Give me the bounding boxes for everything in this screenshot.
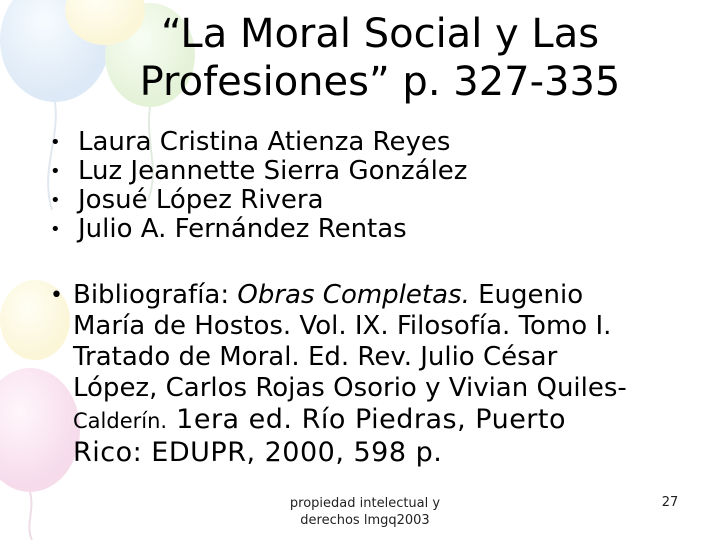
bullet-icon: •: [50, 219, 61, 240]
author-name: Julio A. Fernández Rentas: [78, 214, 407, 244]
bibliography-text-small: Calderín.: [73, 409, 168, 433]
author-list: [50, 128, 690, 244]
author-name: Luz Jeannette Sierra González: [78, 156, 468, 186]
bullet-icon: •: [50, 283, 63, 308]
bullet-icon: •: [50, 190, 61, 211]
author-name: Josué López Rivera: [78, 185, 324, 215]
slide-footer: [270, 495, 460, 529]
author-item: [50, 215, 690, 244]
bibliography-line-6: Rico: EDUPR, 2000, 598 p.: [73, 437, 443, 468]
bibliography-line-4: López, Carlos Rojas Osorio y Vivian Quiles-: [73, 373, 627, 403]
title-line-2: Profesiones” p. 327-335: [139, 59, 621, 105]
footer-line-1: propiedad intelectual y: [289, 496, 441, 511]
author-name: Laura Cristina Atienza Reyes: [78, 127, 451, 157]
title-line-1: “La Moral Social y Las: [160, 11, 600, 57]
bullet-icon: •: [50, 132, 61, 153]
bibliography-text: Eugenio: [469, 280, 584, 310]
footer-line-2: derechos lmgq2003: [300, 513, 430, 528]
bibliography-line-3: Tratado de Moral. Ed. Rev. Julio César: [73, 342, 558, 372]
page-number: 27: [661, 495, 679, 510]
bibliography-line-1: [50, 280, 700, 311]
bibliography-item: [50, 280, 700, 468]
author-item: [50, 128, 690, 157]
author-item: [50, 186, 690, 215]
author-item: [50, 157, 690, 186]
bibliography-line-5: [50, 404, 700, 437]
bibliography-text: 1era ed. Río Piedras, Puerto: [167, 404, 567, 435]
bullet-icon: •: [50, 161, 61, 182]
bibliography-italic-title: Obras Completas.: [237, 280, 470, 310]
bibliography-line-2: María de Hostos. Vol. IX. Filosofía. Tomo I.: [73, 311, 612, 341]
bibliography-label: Bibliografía:: [73, 280, 238, 310]
slide-title: [80, 10, 680, 106]
